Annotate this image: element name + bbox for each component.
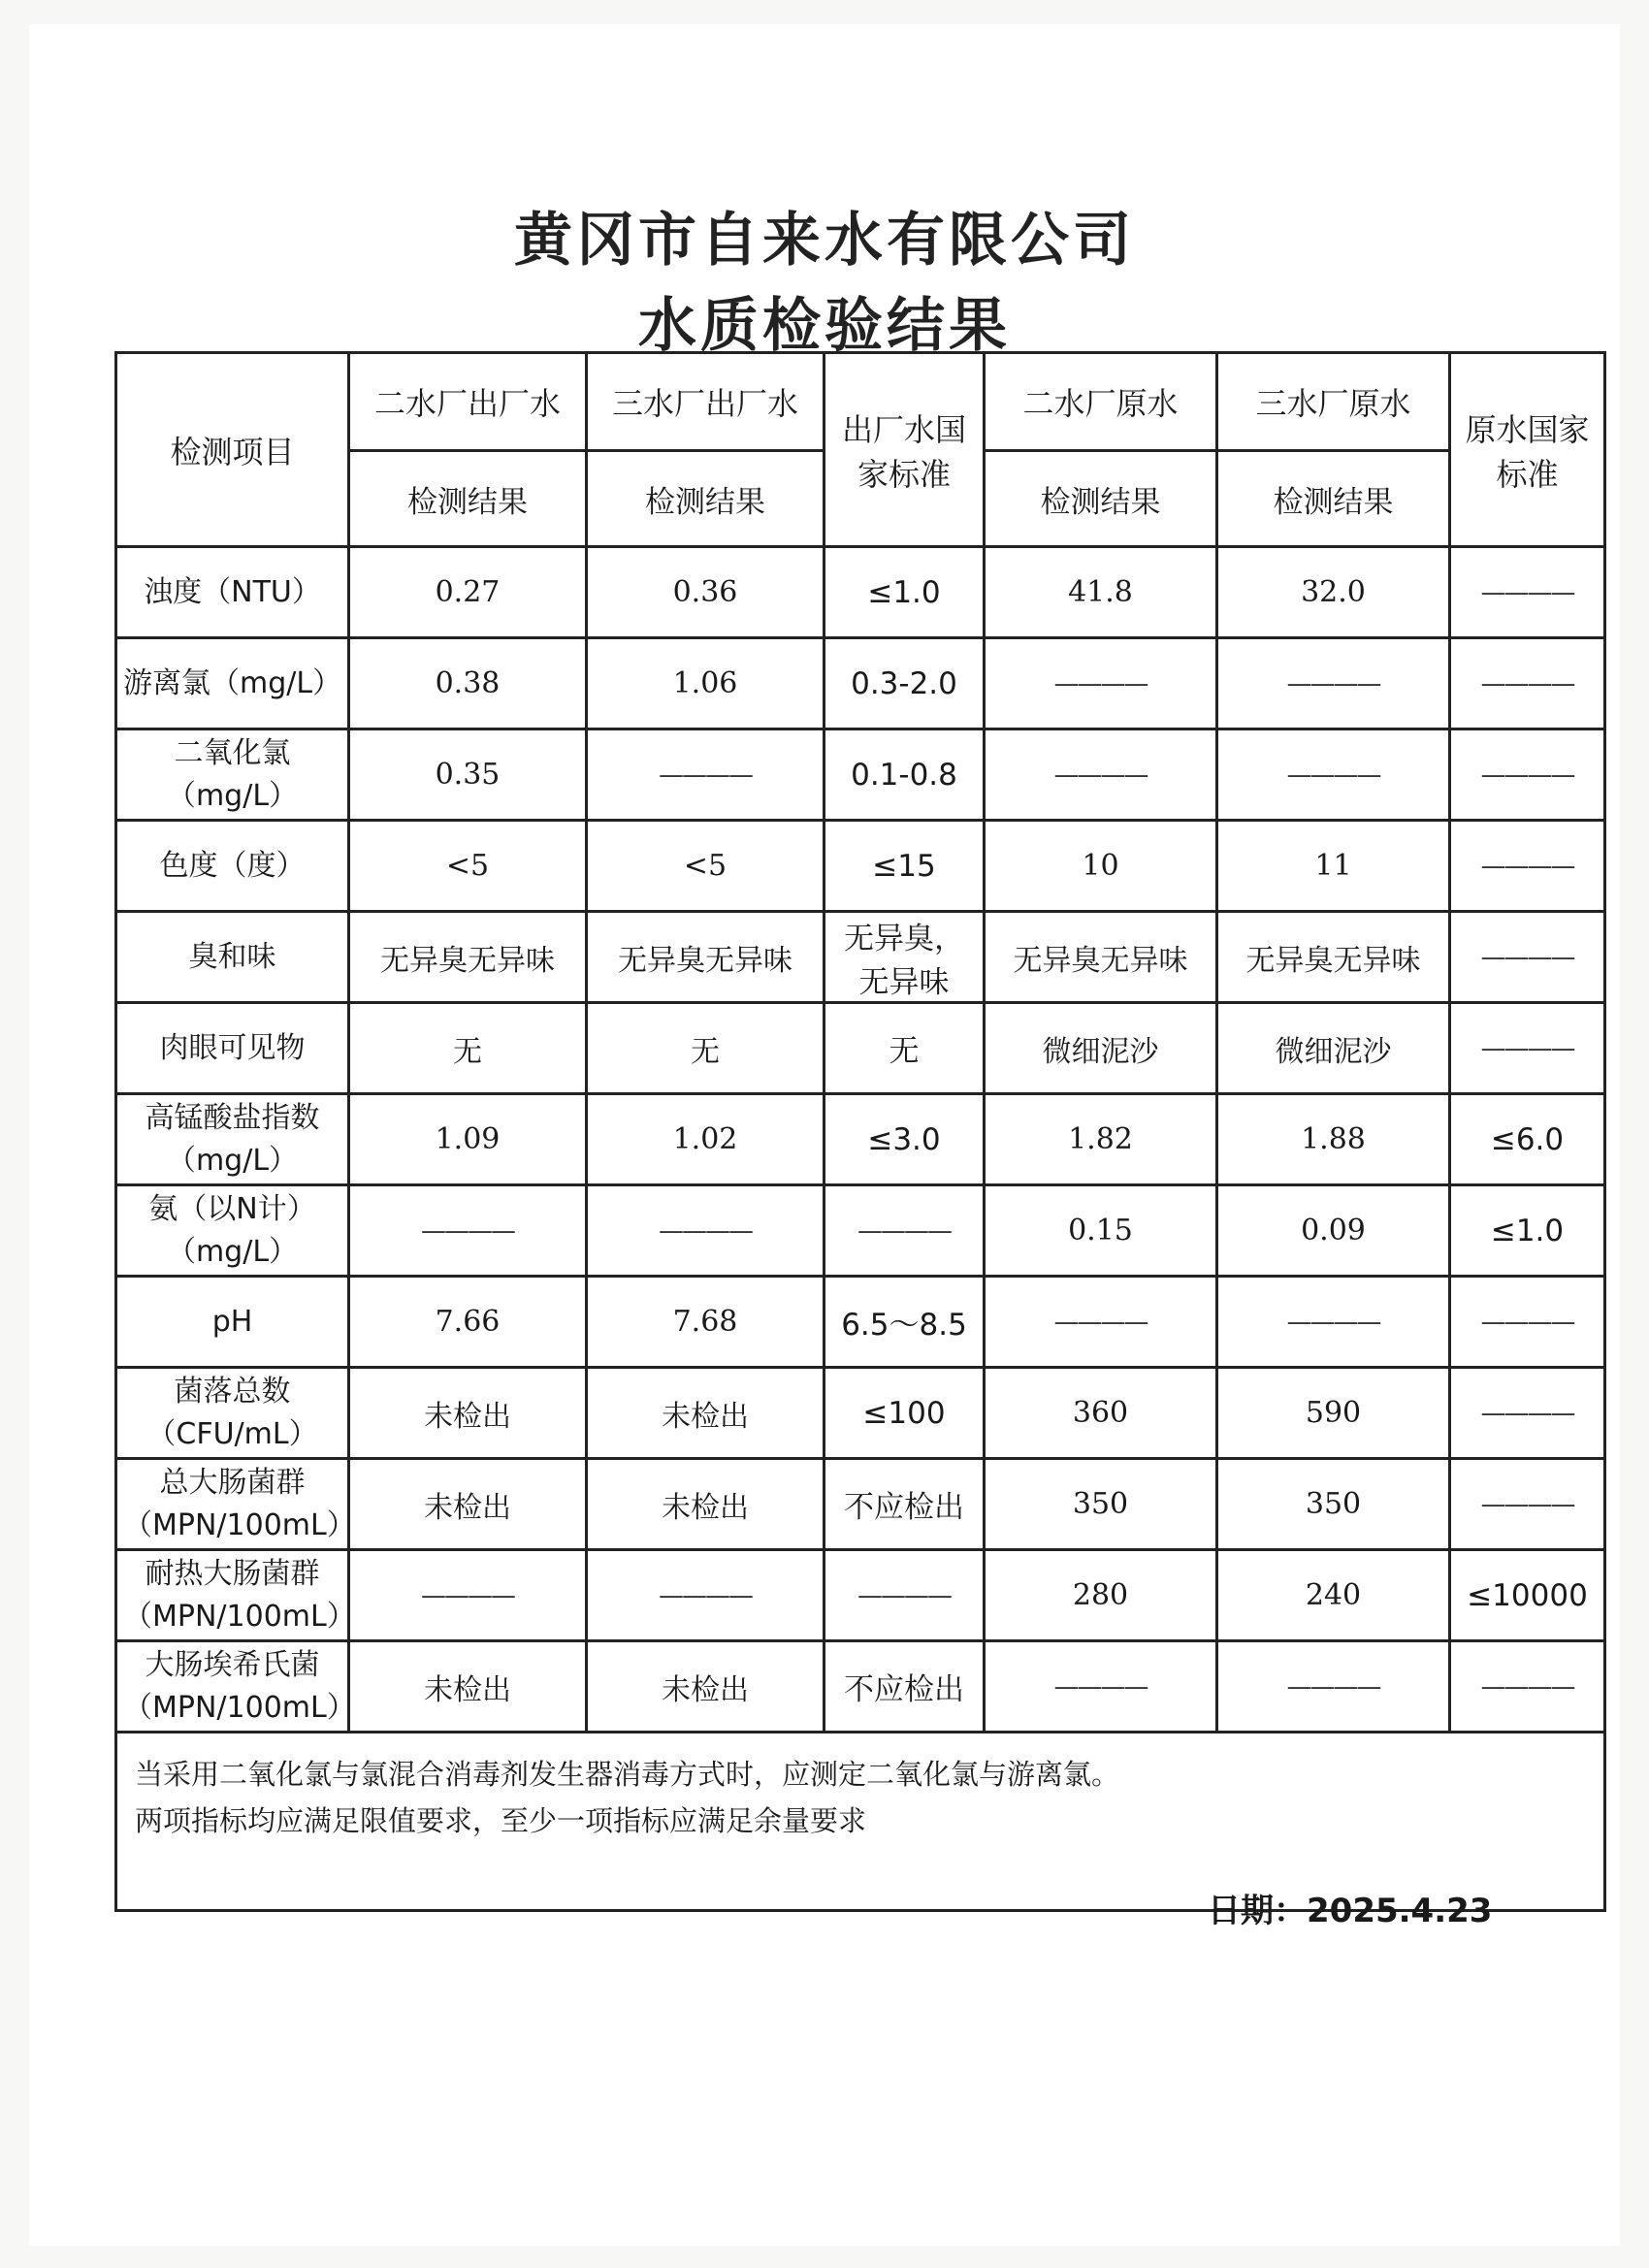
row-item-label: pH <box>116 1277 349 1368</box>
raw-standard-value: ———— <box>1450 1641 1605 1733</box>
table-row <box>116 1459 1605 1550</box>
plant2-raw-result: ———— <box>985 638 1217 729</box>
raw-standard-value: ———— <box>1450 1003 1605 1094</box>
header-plant2-out: 二水厂出厂水 <box>349 353 587 451</box>
plant2-raw-result: ———— <box>985 1277 1217 1368</box>
row-item-label: 肉眼可见物 <box>116 1003 349 1094</box>
raw-standard-value: ———— <box>1450 912 1605 1003</box>
out-standard-value: 6.5～8.5 <box>824 1277 985 1368</box>
table-row <box>116 1185 1605 1277</box>
raw-standard-value: ———— <box>1450 547 1605 638</box>
plant2-out-result: 0.38 <box>349 638 587 729</box>
plant3-raw-result: 0.09 <box>1217 1185 1450 1277</box>
plant3-raw-result: 1.88 <box>1217 1094 1450 1185</box>
plant3-raw-result: 无异臭无异味 <box>1217 912 1450 1003</box>
plant3-raw-result: ———— <box>1217 729 1450 821</box>
row-item-label: 臭和味 <box>116 912 349 1003</box>
header-sub-result: 检测结果 <box>985 451 1217 547</box>
table-row <box>116 912 1605 1003</box>
row-item-label: 高锰酸盐指数（mg/L） <box>116 1094 349 1185</box>
header-plant3-out: 三水厂出厂水 <box>587 353 824 451</box>
out-standard-value: ≤3.0 <box>824 1094 985 1185</box>
plant3-out-result: 未检出 <box>587 1368 824 1459</box>
plant2-out-result: 0.35 <box>349 729 587 821</box>
plant2-raw-result: 280 <box>985 1550 1217 1641</box>
plant2-out-result: 未检出 <box>349 1368 587 1459</box>
plant3-out-result: 未检出 <box>587 1641 824 1733</box>
raw-standard-value: ———— <box>1450 1368 1605 1459</box>
out-standard-value: 不应检出 <box>824 1641 985 1733</box>
header-raw-standard: 原水国家标准 <box>1450 353 1605 547</box>
table-row <box>116 1368 1605 1459</box>
water-quality-table <box>114 351 1606 1912</box>
raw-standard-value: ≤1.0 <box>1450 1185 1605 1277</box>
out-standard-value: ———— <box>824 1550 985 1641</box>
plant2-out-result: 1.09 <box>349 1094 587 1185</box>
plant2-raw-result: 350 <box>985 1459 1217 1550</box>
plant2-out-result: ———— <box>349 1185 587 1277</box>
raw-standard-value: ———— <box>1450 638 1605 729</box>
row-item-label: 菌落总数（CFU/mL） <box>116 1368 349 1459</box>
plant2-out-result: 7.66 <box>349 1277 587 1368</box>
header-row-1 <box>116 353 1605 451</box>
header-plant2-raw: 二水厂原水 <box>985 353 1217 451</box>
plant2-out-result: ———— <box>349 1550 587 1641</box>
report-date: 日期：2025.4.23 <box>1208 1892 1493 1930</box>
raw-standard-value: ———— <box>1450 729 1605 821</box>
plant2-out-result: 无 <box>349 1003 587 1094</box>
raw-standard-value: ———— <box>1450 821 1605 912</box>
table-row <box>116 729 1605 821</box>
out-standard-value: ≤15 <box>824 821 985 912</box>
raw-standard-value: ———— <box>1450 1277 1605 1368</box>
row-item-label: 游离氯（mg/L） <box>116 638 349 729</box>
plant3-raw-result: 350 <box>1217 1459 1450 1550</box>
out-standard-value: 0.3-2.0 <box>824 638 985 729</box>
out-standard-value: 0.1-0.8 <box>824 729 985 821</box>
plant2-raw-result: 360 <box>985 1368 1217 1459</box>
plant3-out-result: 未检出 <box>587 1459 824 1550</box>
raw-standard-value: ———— <box>1450 1459 1605 1550</box>
row-item-label: 色度（度） <box>116 821 349 912</box>
header-sub-result: 检测结果 <box>1217 451 1450 547</box>
raw-standard-value: ≤10000 <box>1450 1550 1605 1641</box>
out-standard-value: 无 <box>824 1003 985 1094</box>
report-title: 水质检验结果 <box>638 292 1011 360</box>
plant3-raw-result: ———— <box>1217 638 1450 729</box>
header-plant3-raw: 三水厂原水 <box>1217 353 1450 451</box>
plant3-raw-result: 590 <box>1217 1368 1450 1459</box>
header-out-standard: 出厂水国家标准 <box>824 353 985 547</box>
plant2-raw-result: ———— <box>985 729 1217 821</box>
table-row <box>116 547 1605 638</box>
row-item-label: 二氧化氯（mg/L） <box>116 729 349 821</box>
plant3-raw-result: ———— <box>1217 1641 1450 1733</box>
plant3-out-result: 1.06 <box>587 638 824 729</box>
table-row <box>116 1550 1605 1641</box>
plant2-raw-result: 41.8 <box>985 547 1217 638</box>
out-standard-value: 无异臭，无异味 <box>824 912 985 1003</box>
plant3-out-result: 1.02 <box>587 1094 824 1185</box>
plant2-out-result: 未检出 <box>349 1459 587 1550</box>
plant2-raw-result: 微细泥沙 <box>985 1003 1217 1094</box>
plant2-out-result: 0.27 <box>349 547 587 638</box>
table-row <box>116 638 1605 729</box>
out-standard-value: ———— <box>824 1185 985 1277</box>
row-item-label: 氨（以N计）（mg/L） <box>116 1185 349 1277</box>
table-row <box>116 1094 1605 1185</box>
out-standard-value: 不应检出 <box>824 1459 985 1550</box>
plant3-out-result: <5 <box>587 821 824 912</box>
row-item-label: 大肠埃希氏菌（MPN/100mL） <box>116 1641 349 1733</box>
plant3-out-result: 7.68 <box>587 1277 824 1368</box>
out-standard-value: ≤1.0 <box>824 547 985 638</box>
plant3-out-result: ———— <box>587 1185 824 1277</box>
plant2-raw-result: 10 <box>985 821 1217 912</box>
plant2-out-result: <5 <box>349 821 587 912</box>
table-row <box>116 1277 1605 1368</box>
note-line-1: 当采用二氧化氯与氯混合消毒剂发生器消毒方式时，应测定二氧化氯与游离氯。 <box>135 1758 1120 1791</box>
row-item-label: 耐热大肠菌群（MPN/100mL） <box>116 1550 349 1641</box>
plant3-out-result: ———— <box>587 729 824 821</box>
header-sub-result: 检测结果 <box>587 451 824 547</box>
plant3-raw-result: 32.0 <box>1217 547 1450 638</box>
plant2-out-result: 未检出 <box>349 1641 587 1733</box>
table-row <box>116 1003 1605 1094</box>
plant3-raw-result: 微细泥沙 <box>1217 1003 1450 1094</box>
note-line-2: 两项指标均应满足限值要求，至少一项指标应满足余量要求 <box>135 1804 867 1837</box>
plant3-out-result: ———— <box>587 1550 824 1641</box>
out-standard-value: ≤100 <box>824 1368 985 1459</box>
plant3-out-result: 无 <box>587 1003 824 1094</box>
table-row <box>116 821 1605 912</box>
plant2-raw-result: 无异臭无异味 <box>985 912 1217 1003</box>
plant2-raw-result: ———— <box>985 1641 1217 1733</box>
plant3-out-result: 0.36 <box>587 547 824 638</box>
row-item-label: 浊度（NTU） <box>116 547 349 638</box>
header-sub-result: 检测结果 <box>349 451 587 547</box>
table-row <box>116 1641 1605 1733</box>
row-item-label: 总大肠菌群（MPN/100mL） <box>116 1459 349 1550</box>
plant3-raw-result: 11 <box>1217 821 1450 912</box>
plant3-raw-result: ———— <box>1217 1277 1450 1368</box>
plant2-raw-result: 1.82 <box>985 1094 1217 1185</box>
header-item: 检测项目 <box>116 353 349 547</box>
plant3-out-result: 无异臭无异味 <box>587 912 824 1003</box>
plant3-raw-result: 240 <box>1217 1550 1450 1641</box>
raw-standard-value: ≤6.0 <box>1450 1094 1605 1185</box>
plant2-raw-result: 0.15 <box>985 1185 1217 1277</box>
plant2-out-result: 无异臭无异味 <box>349 912 587 1003</box>
company-title: 黄冈市自来水有限公司 <box>514 207 1135 275</box>
